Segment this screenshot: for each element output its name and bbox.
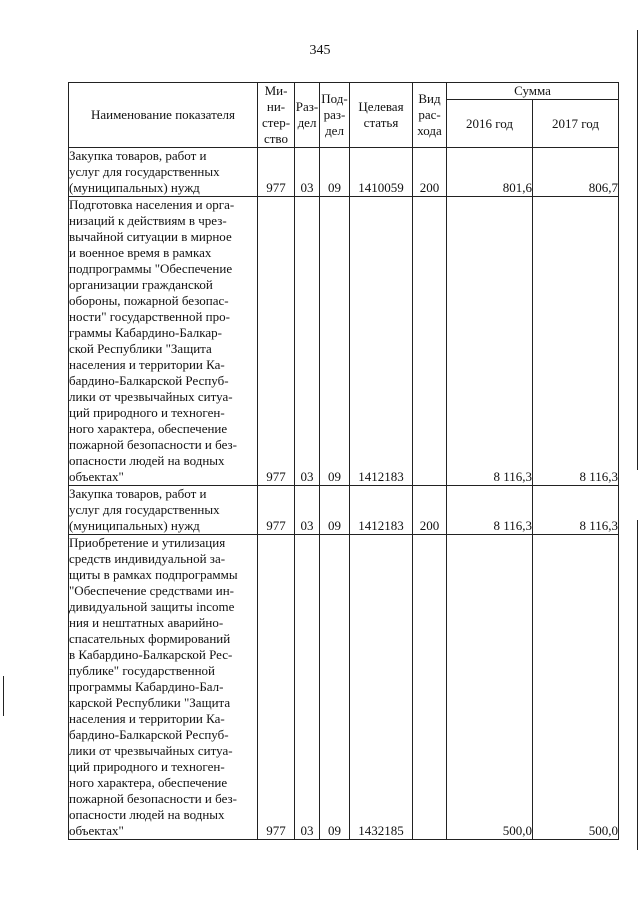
row-expense-type: 200 [413, 148, 447, 197]
row-name: Приобретение и утилизация средств индивидуальной за- щиты в рамках подпрограммы "Обеспечение средствами ин- дивидуальной защиты income ния и нештатных аварийно- спасательных формирований в Кабардино-Балкарской Рес- публике" государственной программы Кабардино-Бал- карской Республики "Защита населения и территории Ка- бардино-Балкарской Респуб- лики от чрезвычайных ситуа- ций природного и техноген- ного характера, обеспечение пожарной безопасности и без- опасности людей на водных объектах" [69, 535, 258, 840]
header-target-article: Целевая статья [350, 83, 413, 148]
header-sum: Сумма [447, 83, 619, 100]
scan-edge-line [637, 30, 638, 470]
table-row [69, 148, 619, 197]
row-target-article: 1412183 [350, 486, 413, 535]
row-target-article: 1412183 [350, 197, 413, 486]
row-expense-type [413, 197, 447, 486]
header-name: Наименование показателя [69, 83, 258, 148]
row-amount-2017: 500,0 [533, 535, 619, 840]
row-name: Закупка товаров, работ и услуг для государственных (муниципальных) нужд [69, 148, 258, 197]
row-amount-2017: 8 116,3 [533, 197, 619, 486]
row-amount-2016: 500,0 [447, 535, 533, 840]
row-name: Подготовка населения и орга- низаций к действиям в чрез- вычайной ситуации в мирное и военное время в рамках подпрограммы "Обеспечение организации гражданской обороны, пожарной безопас- ности" государственной про- граммы Кабардино-Балкар- ской Республики "Защита населения и территории Ка- бардино-Балкарской Респуб- лики от чрезвычайных ситуа- ций природного и техноген- ного характера, обеспечение пожарной безопасности и без- опасности людей на водных объектах" [69, 197, 258, 486]
row-target-article: 1410059 [350, 148, 413, 197]
table-row [69, 197, 619, 486]
table-row [69, 535, 619, 840]
header-year-2016: 2016 год [447, 100, 533, 148]
header-expense-type: Вид рас- хода [413, 83, 447, 148]
header-subsection: Под- раз- дел [320, 83, 350, 148]
row-amount-2016: 801,6 [447, 148, 533, 197]
page-number: 345 [309, 43, 331, 58]
budget-table [68, 82, 619, 840]
row-target-article: 1432185 [350, 535, 413, 840]
scan-edge-line [3, 676, 4, 716]
row-expense-type: 200 [413, 486, 447, 535]
row-section: 03 [295, 197, 320, 486]
header-ministry: Ми- ни- стер- ство [258, 83, 295, 148]
row-amount-2016: 8 116,3 [447, 197, 533, 486]
row-section: 03 [295, 148, 320, 197]
row-subsection: 09 [320, 535, 350, 840]
header-section: Раз- дел [295, 83, 320, 148]
row-section: 03 [295, 535, 320, 840]
row-ministry: 977 [258, 486, 295, 535]
row-amount-2017: 806,7 [533, 148, 619, 197]
row-ministry: 977 [258, 197, 295, 486]
row-subsection: 09 [320, 148, 350, 197]
header-year-2017: 2017 год [533, 100, 619, 148]
row-expense-type [413, 535, 447, 840]
scan-edge-line [637, 520, 638, 850]
row-amount-2017: 8 116,3 [533, 486, 619, 535]
row-subsection: 09 [320, 197, 350, 486]
header-row [69, 83, 619, 100]
row-name: Закупка товаров, работ и услуг для государственных (муниципальных) нужд [69, 486, 258, 535]
row-ministry: 977 [258, 148, 295, 197]
row-amount-2016: 8 116,3 [447, 486, 533, 535]
row-ministry: 977 [258, 535, 295, 840]
row-section: 03 [295, 486, 320, 535]
row-subsection: 09 [320, 486, 350, 535]
table-row [69, 486, 619, 535]
